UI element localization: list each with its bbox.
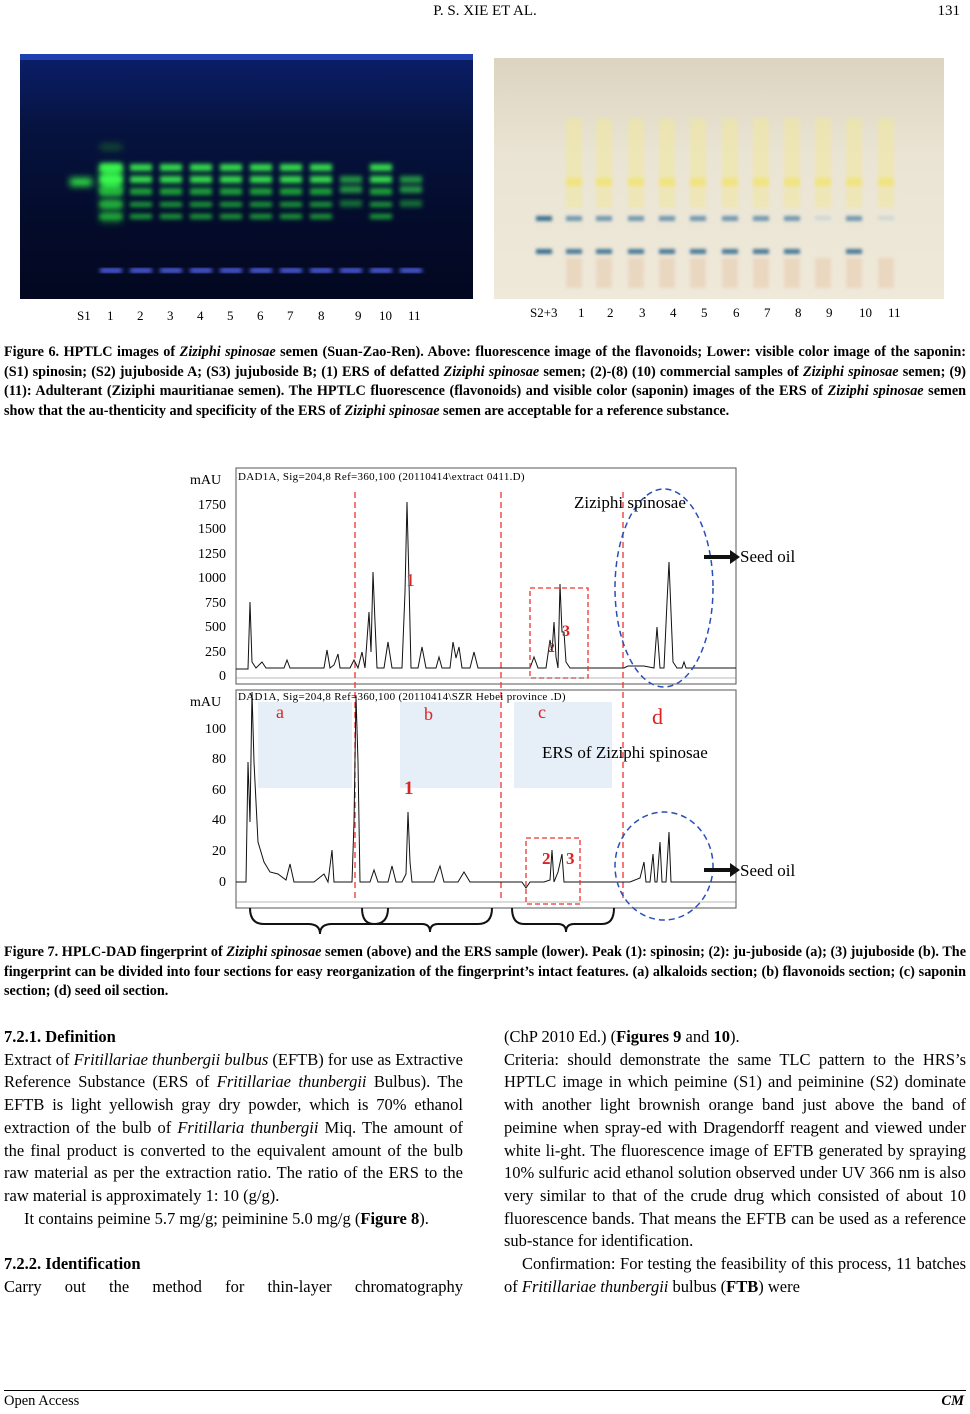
bottom-peak-label-2: 2 xyxy=(542,849,551,868)
right-lane-labels xyxy=(490,305,960,325)
lane-label: 5 xyxy=(227,308,234,323)
section-label-b: b xyxy=(424,704,433,724)
lane-label: 2 xyxy=(137,308,144,323)
top-title: Ziziphi spinosae xyxy=(574,493,686,512)
lane-label: 5 xyxy=(701,305,708,320)
lane-label: 9 xyxy=(826,305,833,320)
lane-label: 4 xyxy=(197,308,204,323)
lane-label: 10 xyxy=(379,308,392,323)
footer-rule xyxy=(4,1390,966,1391)
svg-text:1250: 1250 xyxy=(198,547,226,562)
top-header: DAD1A, Sig=204,8 Ref=360,100 (20110414\extract 0411.D) xyxy=(238,471,525,483)
svg-text:1750: 1750 xyxy=(198,498,226,513)
lane-label: 1 xyxy=(578,305,585,320)
svg-text:40: 40 xyxy=(212,813,226,828)
hplc-fingerprint-figure xyxy=(174,462,800,934)
top-peak-label-1: 1 xyxy=(406,570,415,590)
lane-label: 3 xyxy=(639,305,646,320)
bottom-unit: mAU xyxy=(190,695,222,710)
section-label-c: c xyxy=(538,702,546,722)
footer-journal: CM xyxy=(941,1393,964,1409)
lane-label: 6 xyxy=(733,305,740,320)
bottom-header: DAD1A, Sig=204,8 Ref=360,100 (20110414\SZR Hebei province .D) xyxy=(238,691,566,703)
svg-text:250: 250 xyxy=(205,645,226,660)
lane-label: S1 xyxy=(77,308,91,323)
top-peak-label-3: 3 xyxy=(562,623,570,640)
left-column xyxy=(4,1026,463,1299)
section-heading: 7.2.2. Identification xyxy=(4,1254,141,1274)
lane-label: 8 xyxy=(795,305,802,320)
top-unit: mAU xyxy=(190,473,222,488)
svg-text:0: 0 xyxy=(219,875,226,890)
svg-text:750: 750 xyxy=(205,596,226,611)
lane-label: 3 xyxy=(167,308,174,323)
top-peak-label-2: 2 xyxy=(548,641,555,656)
lane-label: 9 xyxy=(355,308,362,323)
lane-label: 4 xyxy=(670,305,677,320)
lane-label: 11 xyxy=(888,305,901,320)
lane-label: 1 xyxy=(107,308,114,323)
tlc-fluorescence-image xyxy=(20,54,473,299)
paragraph: Carry out the method for thin-layer chromatography xyxy=(4,1277,463,1297)
paragraph: Extract of Fritillariae thunbergii bulbus (EFTB) for use as Extractive Reference Substance (ERS of Fritillariae thunbergii Bulbus). The EFTB is light yellowish gray dry powder, which is 70% ethanol extraction of the bulb of Fritillaria thunbergii Miq. The amount of the final product is converted to the equivalent amount of the bulb raw material as per the extraction ratio. The ratio of the ERS to the raw material is approximately 1: 10 (g/g). xyxy=(4,1049,464,1205)
figure7-caption: Figure 7. HPLC-DAD fingerprint of Ziziphi spinosae semen (above) and the ERS sample (lower). Peak (1): spinosin; (2): ju-juboside (a); (3) jujuboside (b). The fingerprint can be divided into four sections for easy reorganization of the fingerprint’s intact features. (a) alkaloids section; (b) flavonoids section; (c) saponin section; (d) seed oil section. xyxy=(4,944,966,999)
bottom-peak-label-1: 1 xyxy=(404,778,414,799)
lane-label: 7 xyxy=(287,308,294,323)
section-label-a: a xyxy=(276,702,284,722)
lane-label: 8 xyxy=(318,308,325,323)
lane-label: 11 xyxy=(408,308,421,323)
tlc-visible-image xyxy=(494,58,944,299)
paragraph: It contains peimine 5.7 mg/g; peiminine 5.0 mg/g (Figure 8). xyxy=(24,1208,429,1228)
paragraph: (ChP 2010 Ed.) (Figures 9 and 10). xyxy=(504,1027,740,1046)
svg-text:100: 100 xyxy=(205,722,226,737)
section-label-d: d xyxy=(652,704,663,729)
svg-text:1500: 1500 xyxy=(198,522,226,537)
lane-label: 2 xyxy=(607,305,614,320)
lane-label: 7 xyxy=(764,305,771,320)
lane-label: S2+3 xyxy=(530,305,558,320)
svg-text:500: 500 xyxy=(205,620,226,635)
page-number: 131 xyxy=(937,3,960,19)
left-lane-labels xyxy=(0,308,480,328)
bottom-peak-label-3: 3 xyxy=(566,849,575,868)
paragraph: Criteria: should demonstrate the same TLC pattern to the HRS’s HPTLC image in which peimine (S1) and peiminine (S2) dominate with another light brownish orange band just above the band of peimine when spray-ed with Dragendorff reagent and viewed under white li-ght. The fluorescence image of EFTB generated by spraying 10% sulfuric acid ethanol solution observed under UV 366 nm is also very similar to that of the crude drug which consisted of about 10 fluorescence bands. That means the EFTB can be used as a reference sub-stance for identification. xyxy=(504,1049,966,1251)
running-title: P. S. XIE ET AL. xyxy=(433,3,537,19)
right-column xyxy=(504,1026,966,1298)
figure6-caption: Figure 6. HPTLC images of Ziziphi spinosae semen (Suan-Zao-Ren). Above: fluorescence image of the flavonoids; Lower: visible color image of the saponin: (S1) spinosin; (S2) jujuboside A; (S3) jujuboside B; (1) ERS of defatted Ziziphi spinosae semen; (2)-(8) (10) commercial samples of Ziziphi spinosae semen; (9) (11): Adulterant (Ziziphi mauritianae semen). The HPTLC fluorescence (flavonoids) and visible color (saponin) images of the ERS of Ziziphi spinosae semen show that the au-thenticity and specificity of the ERS of Ziziphi spinosae semen are acceptable for a reference substance. xyxy=(4,344,967,419)
svg-text:0: 0 xyxy=(219,669,226,684)
footer-open-access: Open Access xyxy=(4,1393,80,1409)
section-heading: 7.2.1. Definition xyxy=(4,1027,116,1046)
svg-text:1000: 1000 xyxy=(198,571,226,586)
lane-label: 10 xyxy=(859,305,872,320)
top-seed-oil: Seed oil xyxy=(740,547,796,566)
svg-text:20: 20 xyxy=(212,844,226,859)
svg-text:80: 80 xyxy=(212,752,226,767)
lane-label: 6 xyxy=(257,308,264,323)
bottom-title: ERS of Ziziphi spinosae xyxy=(542,743,708,762)
svg-text:60: 60 xyxy=(212,783,226,798)
bottom-seed-oil: Seed oil xyxy=(740,861,796,880)
paragraph: Confirmation: For testing the feasibility of this process, 11 batches of Fritillariae thunbergii bulbus (FTB) were xyxy=(504,1254,966,1296)
